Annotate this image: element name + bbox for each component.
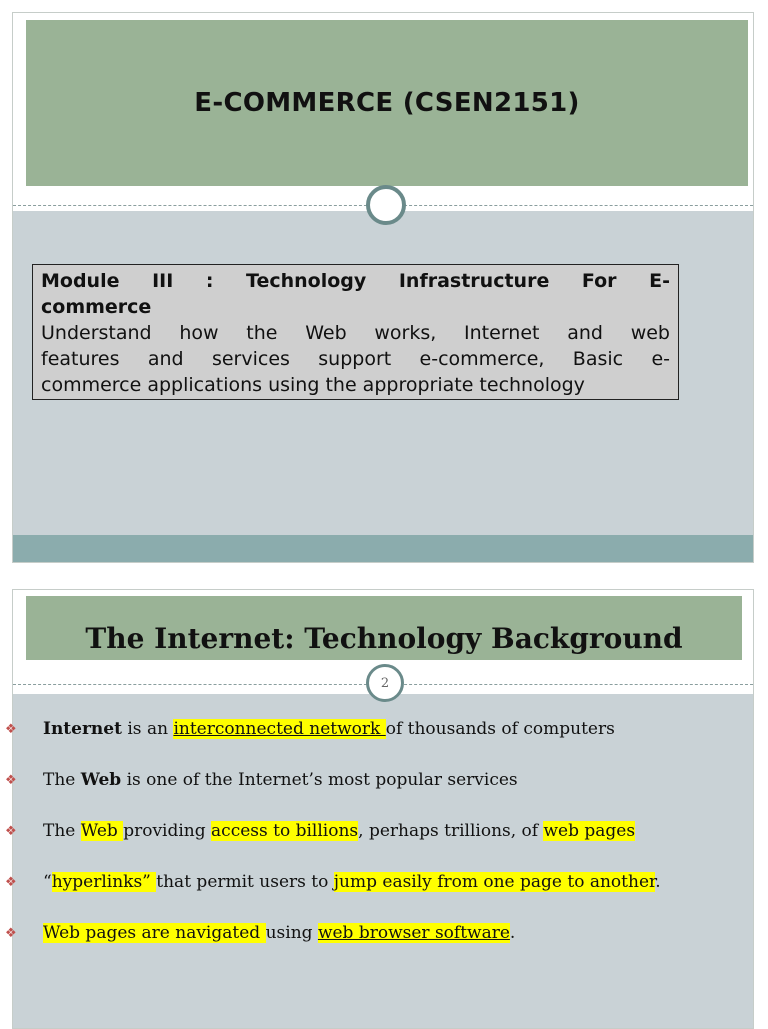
text-run: is one of the Internet’s most popular services	[121, 770, 518, 790]
highlighted-text: web pages	[543, 821, 636, 841]
diamond-bullet-icon: ❖	[5, 926, 17, 941]
module-desc-line-1: Understand how the Web works, Internet and web	[41, 322, 670, 344]
circle-ornament-icon	[366, 185, 406, 225]
bullet-text	[43, 821, 635, 841]
diamond-bullet-icon: ❖	[5, 875, 17, 890]
bullet-text	[43, 923, 515, 943]
module-desc-line-3: commerce applications using the appropriate technology	[41, 374, 585, 396]
module-title-line-2: commerce	[41, 296, 152, 318]
slide-number: 2	[380, 675, 390, 691]
slide-2	[5, 589, 754, 1029]
bullet-list	[5, 719, 753, 974]
text-run: is an	[121, 719, 174, 739]
text-run: The	[43, 821, 81, 841]
module-title-line-1: Module III : Technology Infrastructure For E-	[41, 270, 670, 292]
text-run: The	[43, 770, 81, 790]
bullet-text	[43, 872, 661, 892]
text-run: .	[509, 923, 516, 943]
list-item	[5, 923, 753, 974]
text-run: .	[655, 872, 661, 892]
highlighted-text: hyperlinks”	[51, 872, 157, 892]
highlighted-text: interconnected network	[173, 719, 386, 739]
text-run: , perhaps trillions, of	[358, 821, 544, 841]
highlighted-text: jump easily from one page to another	[333, 872, 656, 892]
text-run: providing	[123, 821, 212, 841]
highlighted-text: Web pages are navigated	[43, 923, 266, 943]
module-desc-line-2: features and services support e-commerce, Basic e-	[41, 348, 670, 370]
highlighted-text: access to billions	[211, 821, 359, 841]
slide-number-circle	[366, 664, 404, 702]
slide-1	[12, 12, 754, 563]
highlighted-text: Web	[80, 821, 124, 841]
title-band	[26, 596, 742, 660]
list-item	[5, 872, 753, 923]
diamond-bullet-icon: ❖	[5, 824, 17, 839]
module-box	[32, 264, 679, 400]
text-run: of thousands of computers	[385, 719, 615, 739]
text-run: that permit users to	[156, 872, 334, 892]
diamond-bullet-icon: ❖	[5, 722, 17, 737]
text-run: using	[265, 923, 318, 943]
text-run: “	[43, 872, 52, 892]
slide-title: E-COMMERCE (CSEN2151)	[194, 88, 580, 118]
bold-term: Web	[80, 770, 122, 790]
list-item	[5, 770, 753, 821]
list-item	[5, 821, 753, 872]
highlighted-text: web browser software	[317, 923, 510, 943]
diamond-bullet-icon: ❖	[5, 773, 17, 788]
bold-term: Internet	[43, 719, 122, 739]
bullet-text	[43, 770, 518, 790]
footer-bar	[13, 535, 753, 562]
list-item	[5, 719, 753, 770]
title-band	[26, 20, 748, 186]
bullet-text	[43, 719, 615, 739]
slide-title: The Internet: Technology Background	[85, 621, 683, 655]
